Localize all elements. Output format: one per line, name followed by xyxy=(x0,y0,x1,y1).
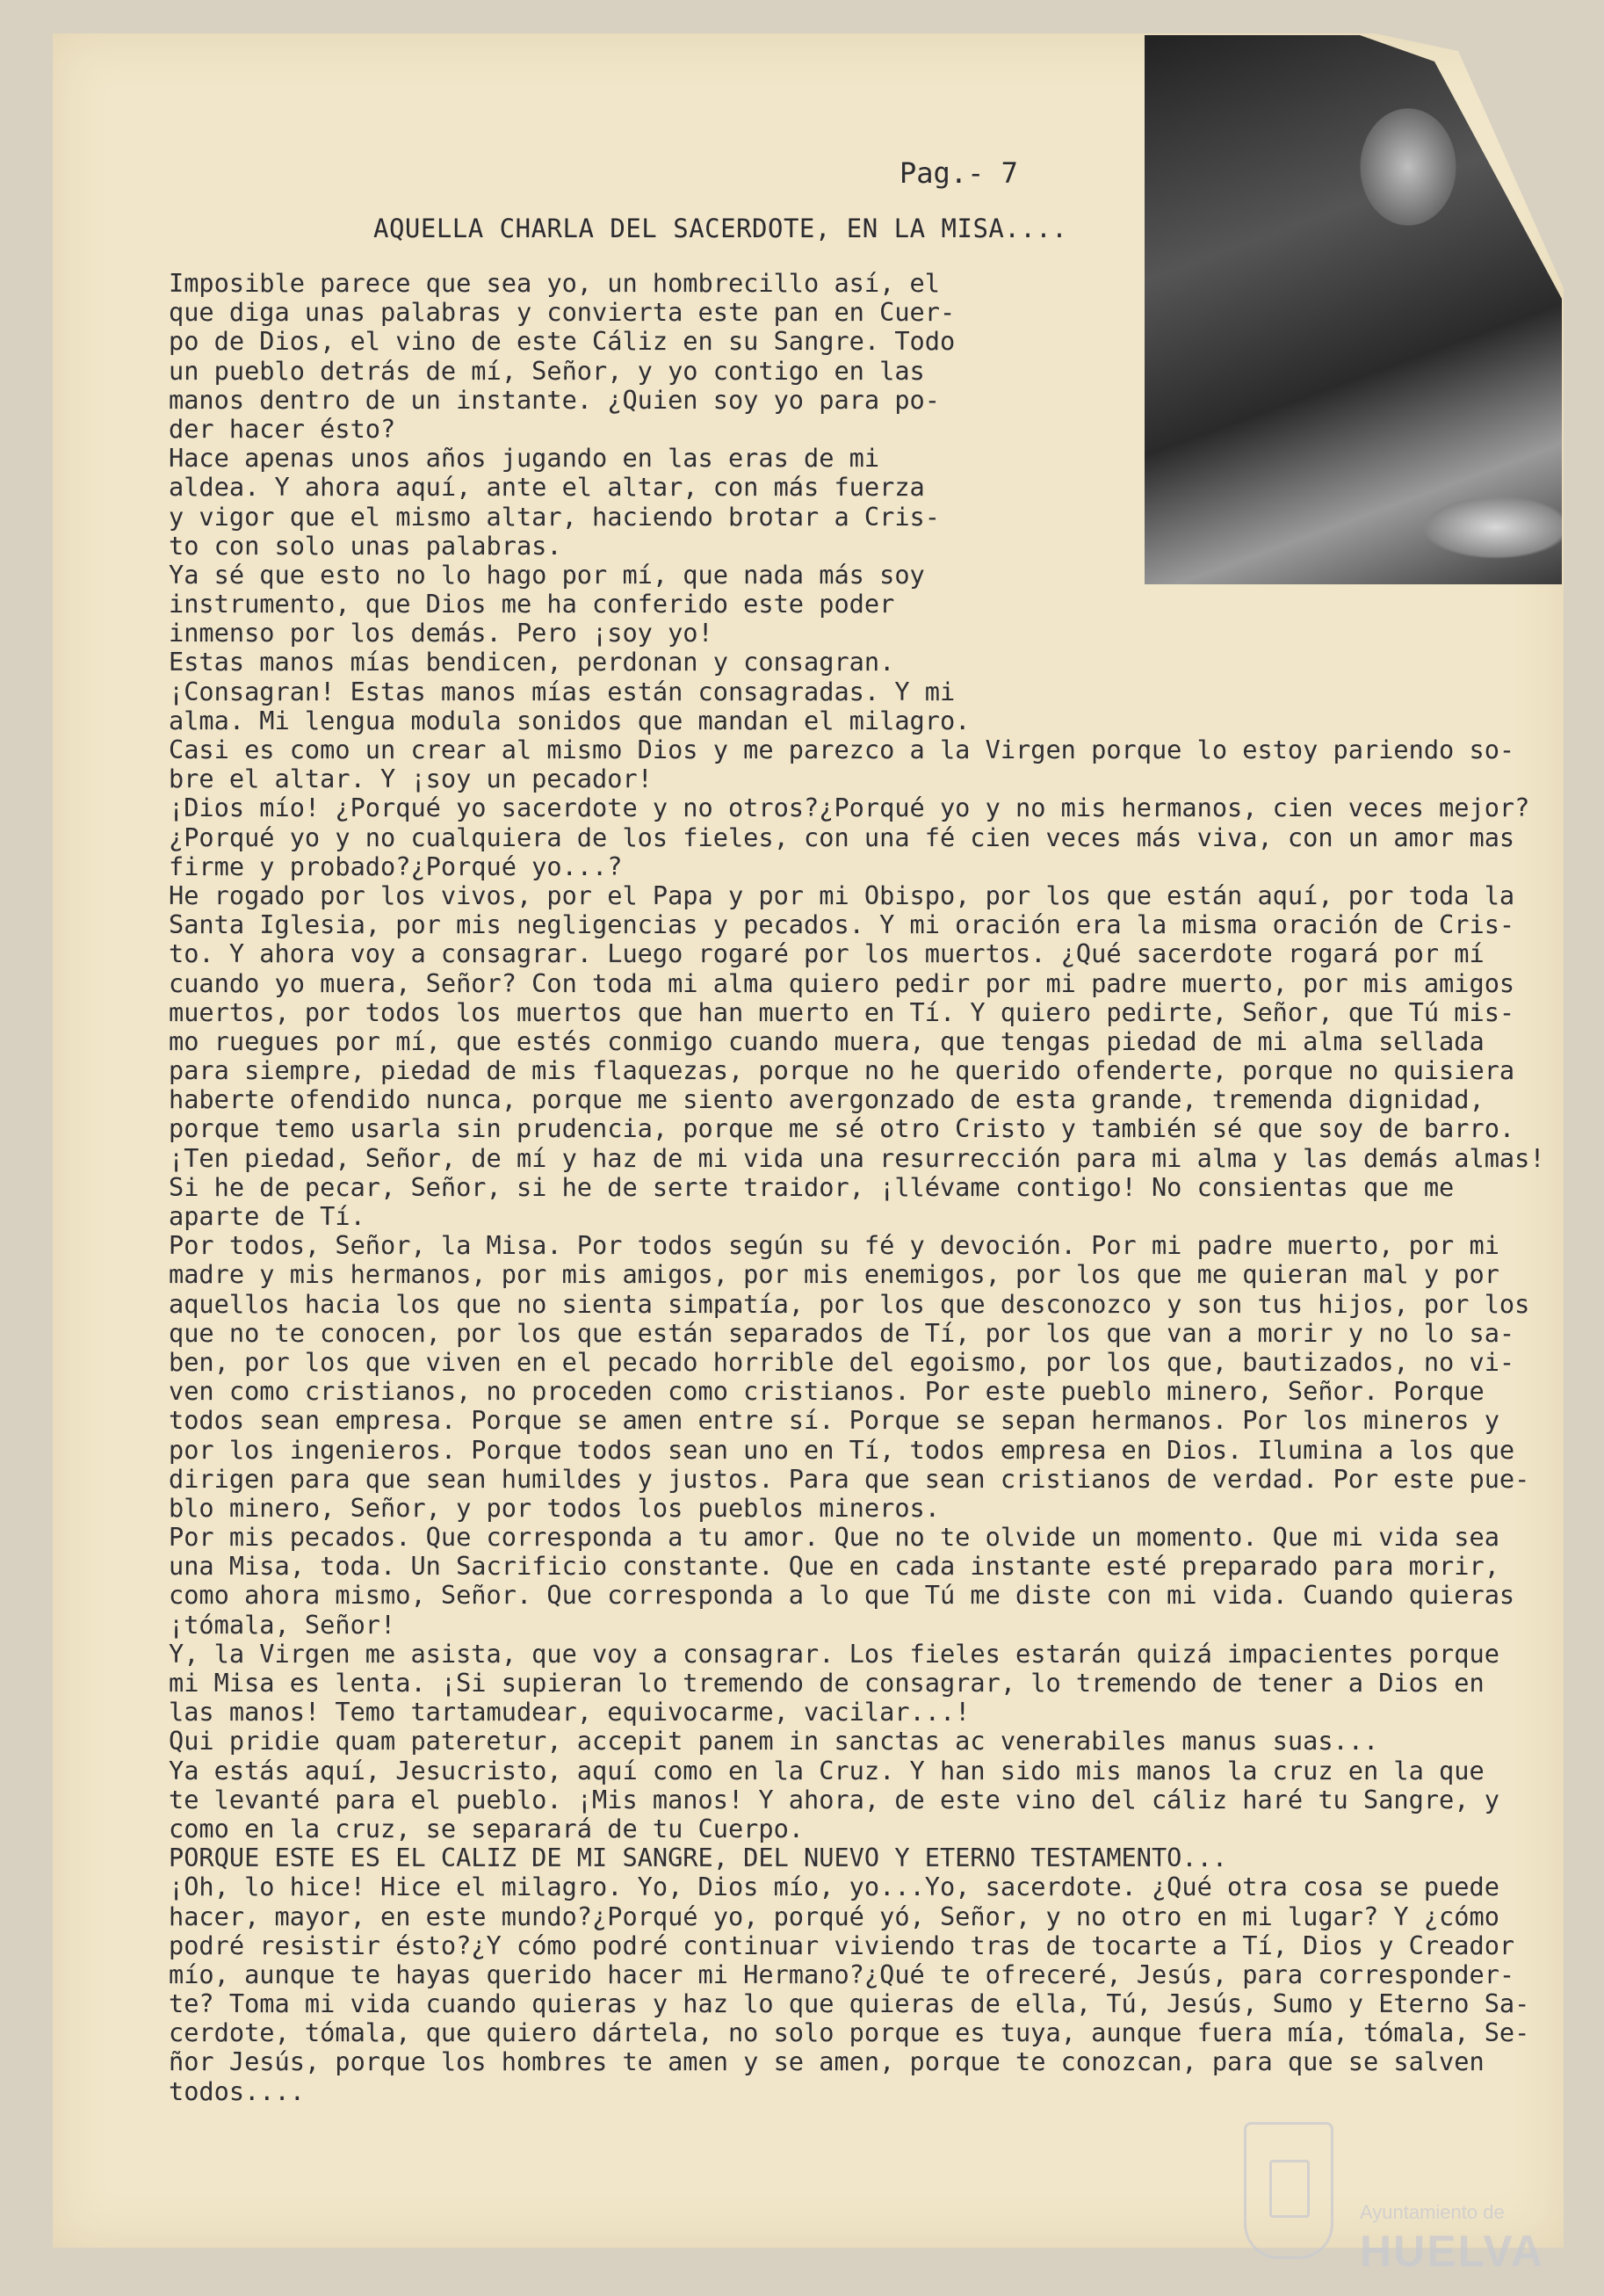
text-line: como ahora mismo, Señor. Que corresponda a lo que Tú me diste con mi vida. Cuando quieras xyxy=(169,1580,1515,1611)
text-line: bre el altar. Y ¡soy un pecador! xyxy=(169,764,653,794)
text-line: ¡Ten piedad, Señor, de mí y haz de mi vida una resurrección para mi alma y las demás almas! xyxy=(169,1142,1545,1173)
text-line: dirigen para que sean humildes y justos. Para que sean cristianos de verdad. Por este pue- xyxy=(169,1463,1530,1494)
text-line: todos sean empresa. Porque se amen entre sí. Porque se sepan hermanos. Por los mineros y xyxy=(169,1405,1499,1436)
text-line: podré resistir ésto?¿Y cómo podré continuar viviendo tras de tocarte a Tí, Dios y Creador xyxy=(169,1930,1515,1960)
text-line: Ya sé que esto no lo hago por mí, que nada más soy xyxy=(169,559,925,590)
text-line: y vigor que el mismo altar, haciendo brotar a Cris- xyxy=(169,501,940,532)
text-line: Por mis pecados. Que corresponda a tu amor. Que no te olvide un momento. Que mi vida sea xyxy=(169,1522,1499,1553)
text-line: Imposible parece que sea yo, un hombrecillo así, el xyxy=(169,268,940,298)
text-line: to con solo unas palabras. xyxy=(169,530,562,561)
text-line: mi Misa es lenta. ¡Si supieran lo tremendo de consagrar, lo tremendo de tener a Dios en xyxy=(169,1668,1485,1698)
huelva-coat-of-arms-icon xyxy=(1244,2122,1333,2259)
text-line: Casi es como un crear al mismo Dios y me parezco a la Virgen porque lo estoy pariendo so- xyxy=(169,735,1515,764)
text-line: to. Y ahora voy a consagrar. Luego rogaré por los muertos. ¿Qué sacerdote rogará por mí xyxy=(169,938,1485,969)
text-line: un pueblo detrás de mí, Señor, y yo contigo en las xyxy=(169,355,925,386)
text-line: aldea. Y ahora aquí, ante el altar, con más fuerza xyxy=(169,472,925,503)
text-line: po de Dios, el vino de este Cáliz en su Sangre. Todo xyxy=(169,326,956,357)
text-line: Santa Iglesia, por mis negligencias y pecados. Y mi oración era la misma oración de Cris- xyxy=(169,909,1515,940)
text-line: que no te conocen, por los que están separados de Tí, por los que van a morir y no lo sa- xyxy=(169,1317,1515,1348)
page-title: AQUELLA CHARLA DEL SACERDOTE, EN LA MISA.... xyxy=(373,214,1068,243)
text-line: todos.... xyxy=(169,2075,305,2106)
body-text xyxy=(169,268,1545,2106)
text-line: ¡Dios mío! ¿Porqué yo sacerdote y no otros?¿Porqué yo y no mis hermanos, cien veces mejor? xyxy=(169,793,1530,823)
text-line: Estas manos mías bendicen, perdonan y consagran. xyxy=(169,647,895,677)
text-line: hacer, mayor, en este mundo?¿Porqué yo, porqué yó, Señor, y no otro en mi lugar? Y ¿cómo xyxy=(169,1901,1499,1931)
text-line: Si he de pecar, Señor, si he de serte traidor, ¡llévame contigo! No consientas que me xyxy=(169,1171,1455,1202)
page-number: Pag.- 7 xyxy=(900,156,1018,190)
text-line: ven como cristianos, no proceden como cristianos. Por este pueblo minero, Señor. Porque xyxy=(169,1376,1485,1407)
text-line: ¡Oh, lo hice! Hice el milagro. Yo, Dios mío, yo...Yo, sacerdote. ¿Qué otra cosa se puede xyxy=(169,1872,1499,1902)
text-line: ñor Jesús, porque los hombres te amen y se amen, porque te conozcan, para que se salven xyxy=(169,2046,1485,2077)
text-line: inmenso por los demás. Pero ¡soy yo! xyxy=(169,618,713,648)
text-line: aparte de Tí. xyxy=(169,1201,365,1231)
text-line: haberte ofendido nunca, porque me siento avergonzado de esta grande, tremenda dignidad, xyxy=(169,1084,1485,1115)
text-line: firme y probado?¿Porqué yo...? xyxy=(169,851,623,881)
text-line: ben, por los que viven en el pecado horrible del egoismo, por los que, bautizados, no vi- xyxy=(169,1346,1515,1377)
text-line: mo ruegues por mí, que estés conmigo cuando muera, que tengas piedad de mi alma sellada xyxy=(169,1025,1485,1056)
text-line: He rogado por los vivos, por el Papa y por mi Obispo, por los que están aquí, por toda la xyxy=(169,880,1515,910)
text-line: alma. Mi lengua modula sonidos que mandan el milagro. xyxy=(169,705,971,735)
text-line: una Misa, toda. Un Sacrificio constante. Que en cada instante esté preparado para morir, xyxy=(169,1551,1499,1582)
text-line: como en la cruz, se separará de tu Cuerpo. xyxy=(169,1813,805,1843)
text-line: cerdote, tómala, que quiero dártela, no solo porque es tuya, aunque fuera mía, tómala, Se- xyxy=(169,2017,1530,2048)
text-line: Y, la Virgen me asista, que voy a consagrar. Los fieles estarán quizá impacientes porque xyxy=(169,1638,1499,1669)
text-line: madre y mis hermanos, por mis amigos, por mis enemigos, por los que me quieran mal y por xyxy=(169,1259,1499,1290)
watermark-line2: HUELVA xyxy=(1360,2227,1545,2276)
text-line: ¡tómala, Señor! xyxy=(169,1609,396,1640)
text-line: Qui pridie quam pateretur, accepit panem in sanctas ac venerabiles manus suas... xyxy=(169,1726,1379,1756)
text-line: Por todos, Señor, la Misa. Por todos según su fé y devoción. Por mi padre muerto, por mi xyxy=(169,1230,1499,1261)
text-line: Hace apenas unos años jugando en las eras de mi xyxy=(169,443,880,474)
text-line: cuando yo muera, Señor? Con toda mi alma quiero pedir por mi padre muerto, por mis amigos xyxy=(169,967,1515,998)
watermark xyxy=(1237,2122,1545,2289)
text-line: instrumento, que Dios me ha conferido este poder xyxy=(169,589,895,619)
text-line: muertos, por todos los muertos que han muerto en Tí. Y quiero pedirte, Señor, que Tú mis- xyxy=(169,996,1515,1027)
text-line: ¿Porqué yo y no cualquiera de los fieles, con una fé cien veces más viva, con un amor mas xyxy=(169,822,1515,852)
text-line: porque temo usarla sin prudencia, porque me sé otro Cristo y también sé que soy de barro. xyxy=(169,1113,1515,1144)
text-line: blo minero, Señor, y por todos los pueblos mineros. xyxy=(169,1492,940,1523)
text-line: der hacer ésto? xyxy=(169,413,396,444)
text-line: para siempre, piedad de mis flaquezas, porque no he querido ofenderte, porque no quisiera xyxy=(169,1055,1515,1086)
text-line: te levanté para el pueblo. ¡Mis manos! Y ahora, de este vino del cáliz haré tu Sangre, y xyxy=(169,1784,1499,1814)
text-line: ¡Consagran! Estas manos mías están consagradas. Y mi xyxy=(169,676,956,706)
text-line: aquellos hacia los que no sienta simpatía, por los que desconozco y son tus hijos, por los xyxy=(169,1288,1530,1319)
text-line: PORQUE ESTE ES EL CALIZ DE MI SANGRE, DEL NUEVO Y ETERNO TESTAMENTO... xyxy=(169,1843,1228,1873)
text-line: por los ingenieros. Porque todos sean uno en Tí, todos empresa en Dios. Ilumina a los que xyxy=(169,1434,1515,1465)
text-line: Ya estás aquí, Jesucristo, aquí como en la Cruz. Y han sido mis manos la cruz en la que xyxy=(169,1755,1485,1785)
text-line: te? Toma mi vida cuando quieras y haz lo que quieras de ella, Tú, Jesús, Sumo y Eterno Sa- xyxy=(169,1988,1530,2019)
text-line: mío, aunque te hayas querido hacer mi Hermano?¿Qué te ofreceré, Jesús, para corresponder- xyxy=(169,1959,1515,1989)
watermark-line1: Ayuntamiento de xyxy=(1360,2201,1505,2223)
text-line: las manos! Temo tartamudear, equivocarme, vacilar...! xyxy=(169,1697,971,1727)
text-line: manos dentro de un instante. ¿Quien soy yo para po- xyxy=(169,384,940,415)
text-line: que diga unas palabras y convierta este pan en Cuer- xyxy=(169,297,956,328)
